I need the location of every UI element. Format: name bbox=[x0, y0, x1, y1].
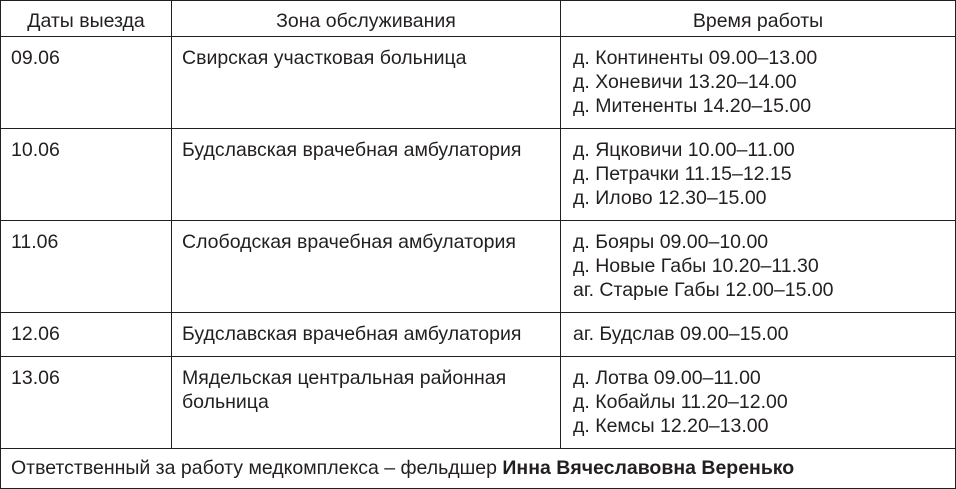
time-entry: д. Петрачки 11.15–12.15 bbox=[573, 163, 792, 185]
table-row bbox=[1, 357, 956, 449]
header-date: Даты выезда bbox=[1, 1, 172, 37]
cell-zone: Будславская врачебная амбулатория bbox=[172, 129, 561, 221]
table-row bbox=[1, 221, 956, 313]
time-entry: д. Илово 12.30–15.00 bbox=[573, 187, 767, 209]
time-entry: аг. Старые Габы 12.00–15.00 bbox=[573, 279, 834, 301]
cell-time bbox=[561, 129, 956, 221]
cell-time bbox=[561, 221, 956, 313]
table-row bbox=[1, 37, 956, 129]
table-row bbox=[1, 129, 956, 221]
time-entry: д. Бояры 09.00–10.00 bbox=[573, 231, 769, 253]
cell-date: 09.06 bbox=[1, 37, 172, 129]
time-entry: д. Хоневичи 13.20–14.00 bbox=[573, 71, 797, 93]
time-entry: д. Митененты 14.20–15.00 bbox=[573, 95, 812, 117]
cell-date: 10.06 bbox=[1, 129, 172, 221]
footer-text: Ответственный за работу медкомплекса – фельдшер bbox=[11, 457, 503, 479]
cell-date: 13.06 bbox=[1, 357, 172, 449]
header-zone: Зона обслуживания bbox=[172, 1, 561, 37]
table-header-row bbox=[1, 1, 956, 37]
time-entry: д. Лотва 09.00–11.00 bbox=[573, 367, 761, 389]
time-entry: д. Континенты 09.00–13.00 bbox=[573, 47, 818, 69]
cell-zone: Свирская участковая больница bbox=[172, 37, 561, 129]
table-row bbox=[1, 313, 956, 357]
cell-time bbox=[561, 357, 956, 449]
time-entry: д. Кемсы 12.20–13.00 bbox=[573, 415, 769, 437]
responsible-person-name: Инна Вячеславовна Веренько bbox=[502, 457, 795, 479]
cell-time bbox=[561, 313, 956, 357]
cell-date: 11.06 bbox=[1, 221, 172, 313]
cell-date: 12.06 bbox=[1, 313, 172, 357]
time-entry: д. Новые Габы 10.20–11.30 bbox=[573, 255, 819, 277]
time-entry: д. Яцковичи 10.00–11.00 bbox=[573, 139, 795, 161]
time-entry: д. Кобайлы 11.20–12.00 bbox=[573, 391, 788, 413]
header-time: Время работы bbox=[561, 1, 956, 37]
cell-time bbox=[561, 37, 956, 129]
cell-zone: Мядельская центральная районная больница bbox=[172, 357, 561, 449]
cell-zone: Слободская врачебная амбулатория bbox=[172, 221, 561, 313]
cell-zone: Будславская врачебная амбулатория bbox=[172, 313, 561, 357]
time-entry: аг. Будслав 09.00–15.00 bbox=[573, 323, 789, 345]
